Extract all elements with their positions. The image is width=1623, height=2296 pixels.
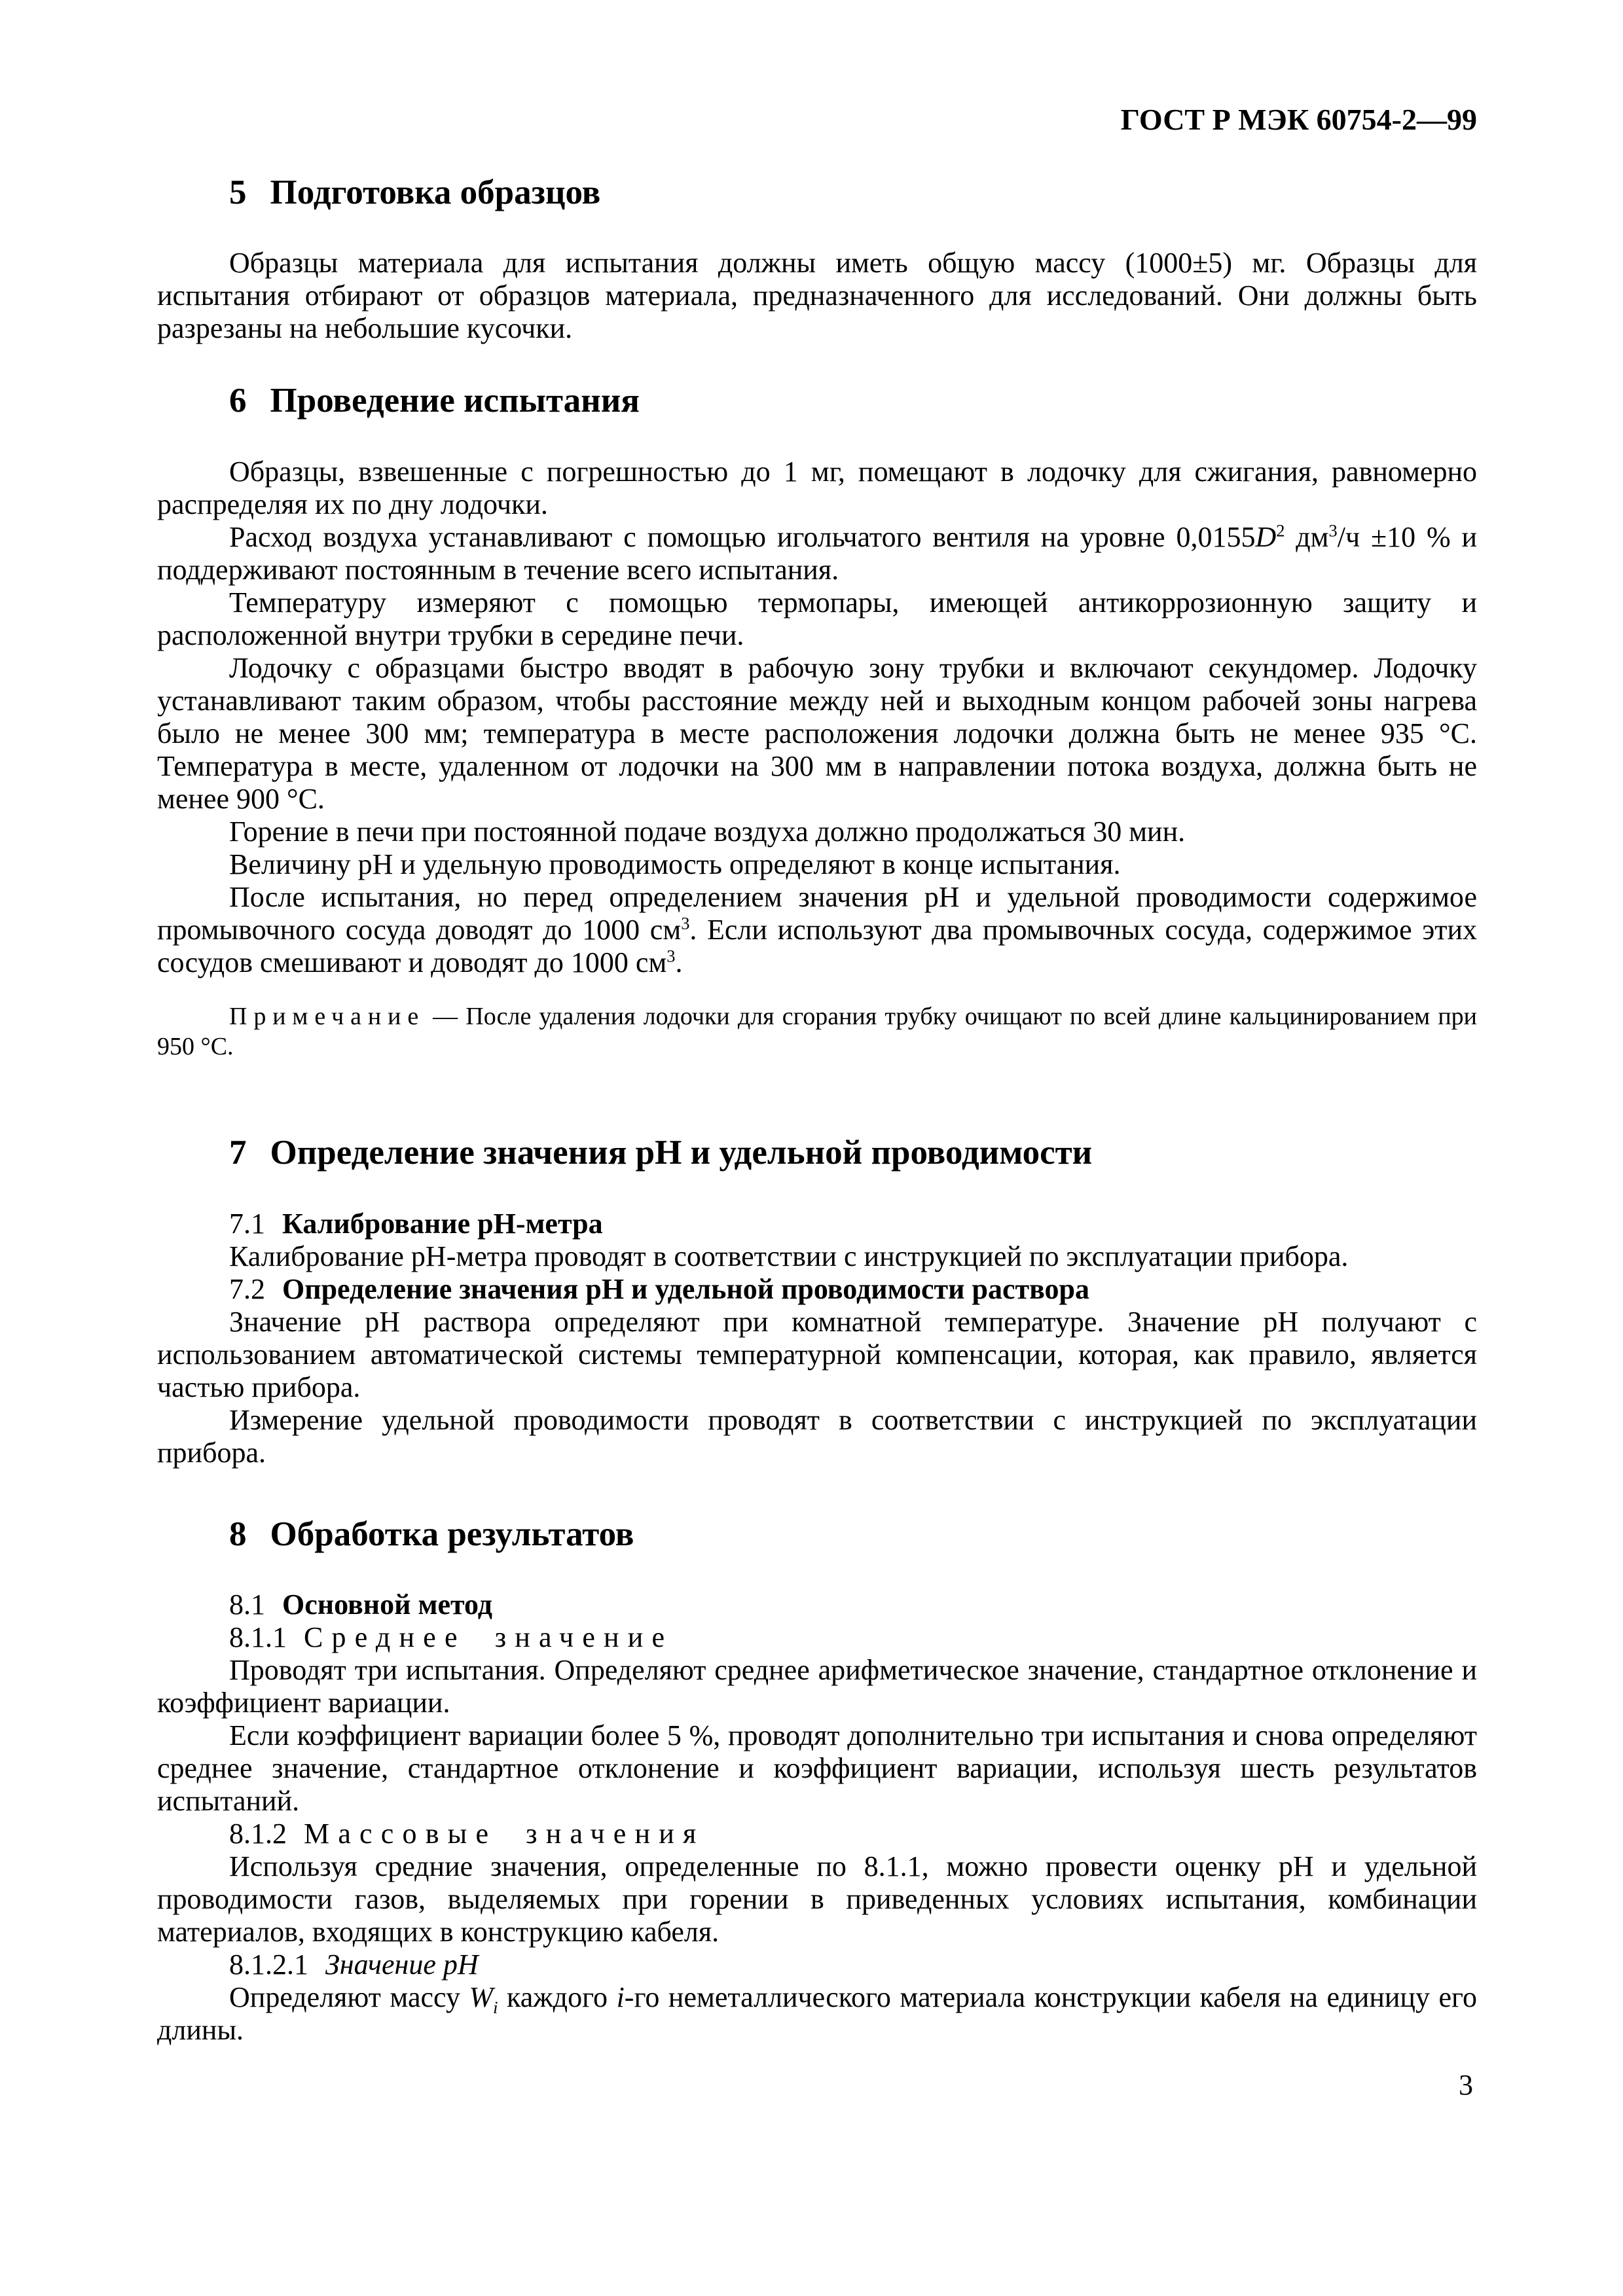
para-wash-vessel [157, 881, 1477, 979]
subsection-title: Массовые значения [304, 1818, 705, 1850]
section-6-title: Проведение испытания [270, 382, 640, 420]
para-boat-placement [157, 652, 1477, 816]
para-ph-conductivity-end [157, 848, 1477, 881]
subsection-8-1-heading [157, 1588, 1477, 1621]
superscript: 3 [681, 913, 690, 933]
subscript-i: i [493, 1997, 498, 2017]
para-text: Определяют массу [229, 1981, 469, 2014]
para-ph-room-temperature [157, 1306, 1477, 1404]
para-air-flow [157, 521, 1477, 586]
subsection-7-1-heading [157, 1208, 1477, 1240]
note-dash: — [425, 1002, 466, 1030]
section-7-number: 7 [229, 1133, 247, 1172]
text-block [157, 103, 1477, 2047]
para-text: Калибрование рН-метра проводят в соответствии с инструкцией по эксплуатации прибора. [229, 1240, 1349, 1272]
para-ph-meter-calibration [157, 1240, 1477, 1273]
page-number: 3 [1459, 2069, 1473, 2101]
section-5-number: 5 [229, 173, 247, 211]
para-text: Измерение удельной проводимости проводят в соответствии с инструкцией по эксплуатации прибора. [157, 1403, 1477, 1469]
para-mass-values [157, 1850, 1477, 1948]
para-conductivity-measurement [157, 1404, 1477, 1469]
para-variation-coefficient [157, 1719, 1477, 1818]
note-label: Примечание [229, 1002, 426, 1030]
subsection-title: Среднее значение [304, 1621, 674, 1654]
para-text: Величину рН и удельную проводимость определяют в конце испытания. [229, 848, 1121, 880]
subsection-number: 8.1.1 [229, 1621, 287, 1654]
para-text: Образцы, взвешенные с погрешностью до 1 мг, помещают в лодочку для сжигания, равномерно распределяя их по дну лодочки. [157, 455, 1477, 520]
doc-code: ГОСТ Р МЭК 60754-2—99 [1120, 103, 1477, 136]
variable-i: i [616, 1981, 625, 2014]
subsection-number: 8.1.2 [229, 1818, 287, 1850]
note-text: После удаления лодочки для сгорания трубку очищают по всей длине кальцинированием при 950 °С. [157, 1002, 1477, 1060]
para-thermocouple [157, 586, 1477, 652]
subsection-8-1-2-1-heading [157, 1948, 1477, 1981]
para-three-tests [157, 1654, 1477, 1719]
para-text: дм [1285, 520, 1329, 553]
section-8-number: 8 [229, 1515, 247, 1553]
para-burning-duration [157, 816, 1477, 848]
section-7-title: Определение значения рН и удельной проводимости [270, 1133, 1093, 1172]
para-text: Лодочку с образцами быстро вводят в рабочую зону трубки и включают секундомер. Лодочку устанавливают таким образом, чтобы расстояние между ней и выходным концом рабочей зоны нагрева было не менее 300 мм; температура в месте расположения лодочки должна быть не менее 935 °С. Температура в месте, удаленном от лодочки на 300 мм в направлении потока воздуха, должна быть не менее 900 °С. [157, 651, 1477, 815]
subsection-8-1-2-heading [157, 1818, 1477, 1850]
subsection-title: Значение рН [325, 1948, 479, 1981]
para-text: /ч ±10 % и поддерживают постоянным в течение всего испытания. [157, 520, 1478, 586]
section-6-number: 6 [229, 382, 247, 420]
para-text: Температуру измеряют с помощью термопары, имеющей антикоррозионную защиту и расположенной внутри трубки в середине печи. [157, 586, 1477, 651]
section-8-heading [229, 1516, 1477, 1553]
subsection-number: 8.1.2.1 [229, 1948, 308, 1981]
para-mass-wi [157, 1981, 1477, 2047]
para-text: Расход воздуха устанавливают с помощью игольчатого вентиля на уровне 0,0155 [229, 520, 1256, 553]
subsection-title: Калибрование рН-метра [282, 1207, 603, 1240]
superscript: 3 [1328, 520, 1338, 541]
superscript: 3 [666, 946, 676, 966]
section-7-heading [229, 1135, 1477, 1172]
superscript: 2 [1276, 520, 1285, 541]
subsection-title: Определение значения рН и удельной проводимости раствора [282, 1272, 1090, 1305]
note-paragraph [157, 1001, 1477, 1062]
para-weighed-samples [157, 456, 1477, 521]
section-6-heading [229, 383, 1477, 420]
para-text: каждого [498, 1981, 617, 2014]
subsection-8-1-1-heading [157, 1621, 1477, 1654]
subsection-number: 7.2 [229, 1272, 265, 1305]
subsection-number: 8.1 [229, 1588, 265, 1621]
variable-D: D [1255, 520, 1277, 553]
para-text: Используя средние значения, определенные по 8.1.1, можно провести оценку рН и удельной проводимости газов, выделяемых при горении в приведенных условиях испытания, комбинации материалов, входящих в конструкцию кабеля. [157, 1850, 1477, 1948]
para-text: После испытания, но перед определением значения рН и удельной проводимости содержимое промывочного сосуда доводят до 1000 см [157, 880, 1477, 946]
variable-W: W [469, 1981, 494, 2014]
note-block [157, 1001, 1477, 1062]
para-text: . Если используют два промывочных сосуда, содержимое этих сосудов смешивают и доводят до 1000 см [157, 913, 1477, 978]
section-5-heading [229, 175, 1477, 211]
para-text: -го неметаллического материала конструкции кабеля на единицу его длины. [157, 1981, 1477, 2047]
para-sample-preparation [157, 247, 1477, 345]
para-text: Горение в печи при постоянной подаче воздуха должно продолжаться 30 мин. [229, 815, 1186, 848]
section-5-title: Подготовка образцов [270, 173, 601, 211]
para-text: . [675, 946, 683, 978]
subsection-number: 7.1 [229, 1207, 265, 1240]
subsection-7-2-heading [157, 1273, 1477, 1306]
section-8-title: Обработка результатов [270, 1515, 634, 1553]
para-text: Образцы материала для испытания должны иметь общую массу (1000±5) мг. Образцы для испытания отбирают от образцов материала, предназначенного для исследований. Они должны быть разрезаны на небольшие кусочки. [157, 247, 1477, 345]
para-text: Если коэффициент вариации более 5 %, проводят дополнительно три испытания и снова определяют среднее значение, стандартное отклонение и коэффициент вариации, используя шесть результатов испытаний. [157, 1719, 1477, 1818]
subsection-title: Основной метод [282, 1588, 492, 1621]
para-text: Проводят три испытания. Определяют среднее арифметическое значение, стандартное отклонение и коэффициент вариации. [157, 1654, 1477, 1719]
para-text: Значение рН раствора определяют при комнатной температуре. Значение рН получают с использованием автоматической системы температурной компенсации, которая, как правило, является частью прибора. [157, 1305, 1477, 1403]
